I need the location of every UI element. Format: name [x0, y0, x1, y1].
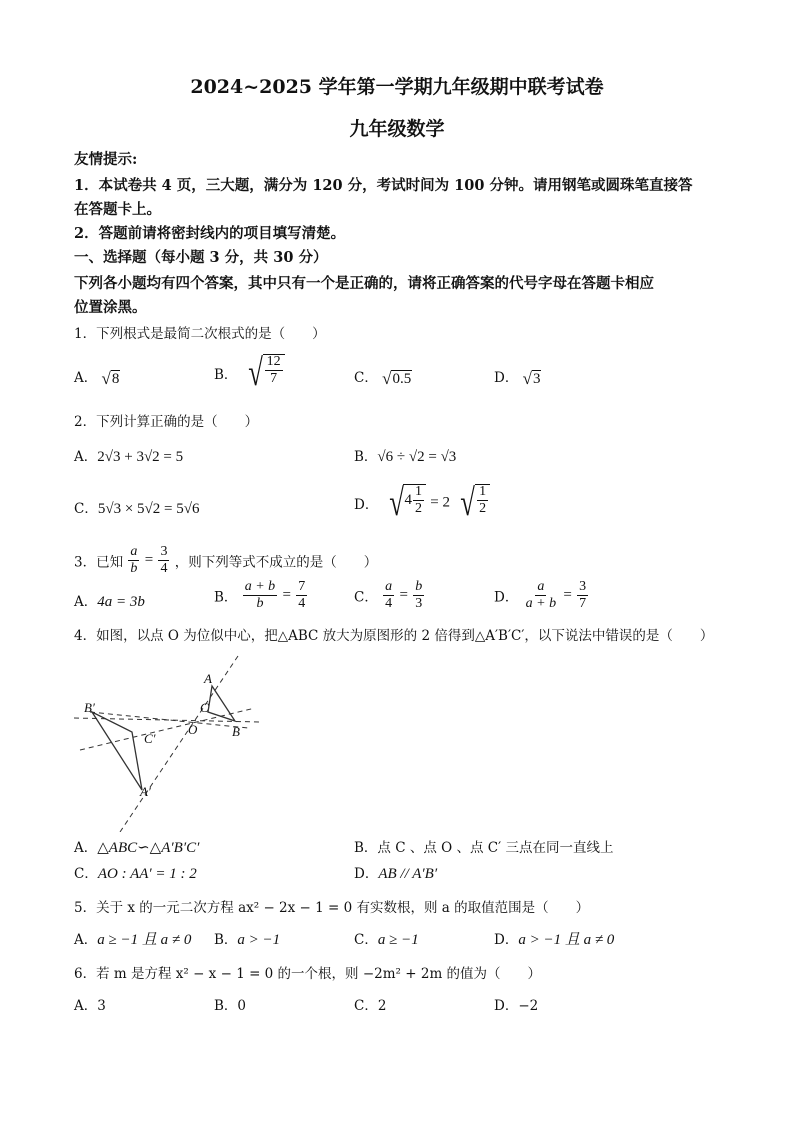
- q5-option-d: D．a > −1 且 a ≠ 0: [494, 932, 615, 948]
- tips-item-1-line-1: 1．本试卷共 4 页，三大题，满分为 120 分，考试时间为 100 分钟。请用钢笔或圆珠笔直接答: [74, 177, 693, 194]
- section-1-intro-line-2: 位置涂黑。: [74, 299, 147, 316]
- exam-title: 2024~2025 学年第一学期九年级期中联考试卷: [190, 76, 604, 98]
- q4-figure: [70, 650, 270, 832]
- q1-option-a: A． √ 8: [74, 368, 120, 388]
- q4-option-d: D．AB // A′B′: [354, 866, 438, 882]
- fig-label-a: A: [204, 671, 212, 686]
- exam-subtitle: 九年级数学: [349, 118, 445, 140]
- q2-option-b: B．√6 ÷ √2 = √3: [354, 449, 457, 465]
- q3-option-b: B． $\frac{a + b}{b}$ = $\frac{7}{4}$: [214, 579, 306, 611]
- tips-heading: 友情提示:: [74, 151, 138, 168]
- fig-label-c-prime: C′: [144, 731, 156, 746]
- q3-stem: 3．已知 $\frac{a}{b}$ = $\frac{3}{4}$ ，则下列等式不成立的是（ ）: [74, 544, 378, 576]
- q4-option-b: B．点 C 、点 O 、点 C′ 三点在同一直线上: [354, 840, 614, 856]
- q1-option-b: B． √ $\frac{12}{7}$: [214, 354, 285, 392]
- fig-label-c: C: [200, 700, 209, 715]
- fig-label-b: B: [232, 724, 240, 739]
- q6-option-d: D．−2: [494, 998, 539, 1014]
- q3-option-a: A．4a = 3b: [74, 594, 145, 610]
- q6-option-a: A．3: [74, 998, 106, 1014]
- section-1-heading: 一、选择题（每小题 3 分，共 30 分）: [74, 249, 328, 266]
- q2-option-d: D． √ 4 $\frac{1}{2}$ = 2 √ $\frac{1}{2}$: [354, 484, 490, 522]
- fig-label-o: O: [188, 722, 198, 737]
- q5-option-c: C．a ≥ −1: [354, 932, 419, 948]
- q5-stem: 5．关于 x 的一元二次方程 ax² − 2x − 1 = 0 有实数根，则 a 的取值范围是（ ）: [74, 900, 590, 916]
- q3-option-c: C． $\frac{a}{4}$ = $\frac{b}{3}$: [354, 579, 423, 611]
- q4-option-c: C．AO : AA′ = 1 : 2: [74, 866, 197, 882]
- tips-item-1-line-2: 在答题卡上。: [74, 201, 161, 218]
- q1-stem: 1．下列根式是最简二次根式的是（ ）: [74, 326, 326, 342]
- q1-option-c: C． √ 0.5: [354, 368, 412, 388]
- q6-stem: 6．若 m 是方程 x² − x − 1 = 0 的一个根，则 −2m² + 2m 的值为（ ）: [74, 966, 542, 982]
- section-1-intro-line-1: 下列各小题均有四个答案，其中只有一个是正确的，请将正确答案的代号字母在答题卡相应: [74, 275, 654, 292]
- fig-label-b-prime: B′: [84, 700, 95, 715]
- tips-item-2: 2．答题前请将密封线内的项目填写清楚。: [74, 225, 346, 242]
- q6-option-c: C．2: [354, 998, 387, 1014]
- fig-label-a-prime: A′: [140, 784, 151, 799]
- q2-option-a: A．2√3 + 3√2 = 5: [74, 449, 184, 465]
- q2-stem: 2．下列计算正确的是（ ）: [74, 414, 259, 430]
- q5-option-a: A．a ≥ −1 且 a ≠ 0: [74, 932, 192, 948]
- q2-option-c: C．5√3 × 5√2 = 5√6: [74, 501, 200, 517]
- q5-option-b: B．a > −1: [214, 932, 281, 948]
- q1-option-d: D． √ 3: [494, 368, 541, 388]
- q6-option-b: B．0: [214, 998, 247, 1014]
- q4-stem: 4．如图，以点 O 为位似中心，把△ABC 放大为原图形的 2 倍得到△A′B′C′，以下说法中错误的是（ ）: [74, 628, 714, 644]
- q3-option-d: D． $\frac{a}{a + b}$ = $\frac{3}{7}$: [494, 579, 587, 611]
- q4-option-a: A．△ABC∽△A′B′C′: [74, 840, 200, 856]
